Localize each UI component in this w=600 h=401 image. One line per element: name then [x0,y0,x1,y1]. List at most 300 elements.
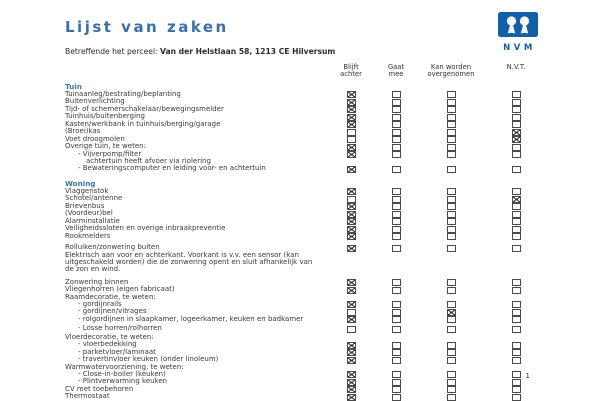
checkbox-blijft-achter[interactable] [347,129,356,136]
checkbox-cell [482,334,550,335]
checkbox-cell [372,210,420,218]
column-headers [65,64,550,79]
checkbox-cell [330,165,372,173]
row-label-text: Voet droogmolen [65,134,125,143]
checkbox-cell [330,294,372,295]
checkbox-cell [420,308,482,316]
checkbox-cell [372,98,420,106]
table-row [65,188,550,196]
checkbox-cell [330,308,372,316]
row-label-text: - Bewateringscomputer en leiding voor- en achtertuin [78,164,266,173]
table-row [65,233,550,241]
checkbox-nvt[interactable] [512,316,521,323]
checkbox-blijft-achter[interactable] [347,166,356,173]
checkbox-cell [482,279,550,287]
row-label-text: Schotel/antenne [65,194,123,203]
checkbox-cell [420,356,482,364]
checkbox-blijft-achter[interactable] [347,379,356,386]
checkbox-gaat-mee[interactable] [392,226,401,233]
checkbox-blijft-achter[interactable] [347,106,356,113]
checkbox-gaat-mee[interactable] [392,309,401,316]
checkbox-blijft-achter[interactable] [347,121,356,128]
checkbox-blijft-achter[interactable] [347,136,356,143]
checkbox-kan-worden-overgenomen[interactable] [447,342,456,349]
checkbox-gaat-mee[interactable] [392,196,401,203]
checkbox-kan-worden-overgenomen[interactable] [447,309,456,316]
checkbox-cell [330,113,372,121]
checkbox-cell [372,225,420,233]
checkbox-blijft-achter[interactable] [347,151,356,158]
checkbox-cell [420,371,482,379]
row-label-text: - Vijverpomp/filter [78,149,142,158]
checkbox-kan-worden-overgenomen[interactable] [447,326,456,333]
checkbox-blijft-achter[interactable] [347,279,356,286]
checkbox-nvt[interactable] [512,218,521,225]
checkbox-kan-worden-overgenomen[interactable] [447,287,456,294]
checkbox-cell [330,371,372,379]
checkbox-cell [372,143,420,151]
checkbox-gaat-mee[interactable] [392,91,401,98]
checkbox-kan-worden-overgenomen[interactable] [447,316,456,323]
checkbox-nvt[interactable] [512,188,521,195]
checkbox-kan-worden-overgenomen[interactable] [447,379,456,386]
checkbox-cell [372,286,420,294]
checkbox-gaat-mee[interactable] [392,316,401,323]
checkbox-gaat-mee[interactable] [392,349,401,356]
checkbox-kan-worden-overgenomen[interactable] [447,196,456,203]
checkbox-cell [330,341,372,349]
checkbox-blijft-achter[interactable] [347,144,356,151]
checkbox-cell [330,225,372,233]
row-label-text: Vliegenhorren (eigen fabricaat) [65,285,175,294]
checkbox-cell [482,244,550,252]
checkbox-kan-worden-overgenomen[interactable] [447,386,456,393]
checkbox-blijft-achter[interactable] [347,326,356,333]
table-row [65,225,550,233]
checkbox-cell [372,136,420,144]
checkbox-cell [330,325,372,333]
section-header: Woning [65,178,96,188]
checkbox-nvt[interactable] [512,233,521,240]
checkbox-kan-worden-overgenomen[interactable] [447,211,456,218]
checkbox-cell [482,378,550,386]
checkbox-cell [372,121,420,129]
checkbox-cell [482,195,550,203]
checkbox-cell [330,356,372,364]
checkbox-nvt[interactable] [512,379,521,386]
checkbox-blijft-achter[interactable] [347,203,356,210]
checkbox-nvt[interactable] [512,106,521,113]
checkbox-blijft-achter[interactable] [347,371,356,378]
checkbox-kan-worden-overgenomen[interactable] [447,144,456,151]
checkbox-kan-worden-overgenomen[interactable] [447,121,456,128]
row-label [65,325,330,332]
checkbox-nvt[interactable] [512,357,521,364]
checkbox-cell [420,210,482,218]
checkbox-cell [482,341,550,349]
checkbox-nvt[interactable] [512,151,521,158]
checkbox-cell [482,106,550,114]
checkbox-blijft-achter[interactable] [347,349,356,356]
checkbox-cell [420,233,482,241]
row-label-text: (Voordeur)bel [65,209,113,218]
checkbox-cell [372,386,420,394]
checkbox-cell [482,218,550,226]
checkbox-cell [372,364,420,365]
checkbox-nvt[interactable] [512,166,521,173]
row-label-text: (Broei)kas [65,127,101,136]
table-row [65,378,550,386]
checkbox-kan-worden-overgenomen[interactable] [447,279,456,286]
checkbox-blijft-achter[interactable] [347,188,356,195]
table-row [65,151,550,166]
checkbox-kan-worden-overgenomen[interactable] [447,166,456,173]
checkbox-cell [372,301,420,309]
row-label-text: Tijd- of schemerschakelaar/bewegingsmelder [65,104,224,113]
row-label-text: Vloerdecoratie, te weten: [65,332,154,341]
checkbox-cell [420,136,482,144]
checkbox-cell [372,371,420,379]
checkbox-cell [372,349,420,357]
checkbox-gaat-mee[interactable] [392,151,401,158]
row-label-text: Alarminstallatie [65,216,120,225]
checkbox-cell [372,128,420,136]
checkbox-blijft-achter[interactable] [347,233,356,240]
checkbox-cell [330,301,372,309]
checkbox-blijft-achter[interactable] [347,357,356,364]
checkbox-blijft-achter[interactable] [347,196,356,203]
checkbox-nvt[interactable] [512,121,521,128]
checkbox-cell [420,286,482,294]
checkbox-cell [420,294,482,295]
checkbox-nvt[interactable] [512,371,521,378]
row-label-text: Tuinhuis/buitenberging [65,112,145,121]
row-label-text: - vloerbedekking [78,340,137,349]
checkbox-cell [482,325,550,333]
row-label [65,151,330,166]
checkbox-cell [372,316,420,324]
checkbox-blijft-achter[interactable] [347,342,356,349]
checkbox-kan-worden-overgenomen[interactable] [447,226,456,233]
checkbox-cell [330,334,372,335]
checkbox-cell [372,195,420,203]
checkbox-cell [482,188,550,196]
checkbox-cell [330,143,372,151]
table-row [65,203,550,211]
column-header-kan-worden-overgenomen: Kan worden overgenomen [427,63,475,79]
checkbox-cell [482,286,550,294]
checkbox-nvt[interactable] [512,136,521,143]
checkbox-kan-worden-overgenomen[interactable] [447,349,456,356]
checkbox-cell [420,203,482,211]
table-row [65,128,550,136]
checkbox-gaat-mee[interactable] [392,342,401,349]
checkbox-cell [482,371,550,379]
checkbox-kan-worden-overgenomen[interactable] [447,218,456,225]
checkbox-nvt[interactable] [512,196,521,203]
checkbox-gaat-mee[interactable] [392,233,401,240]
property-label: Betreffende het perceel: [65,47,158,56]
checkbox-gaat-mee[interactable] [392,326,401,333]
row-label [65,244,321,273]
checkbox-cell [330,316,372,324]
table-row [65,386,550,394]
checkbox-cell [482,128,550,136]
items-table [65,83,550,401]
checkbox-cell [330,98,372,106]
checkbox-cell [420,386,482,394]
nvm-logo [498,12,538,53]
checkbox-gaat-mee[interactable] [392,99,401,106]
checkbox-cell [330,188,372,196]
checkbox-cell [420,301,482,309]
table-row [65,195,550,203]
checkbox-gaat-mee[interactable] [392,301,401,308]
checkbox-gaat-mee[interactable] [392,114,401,121]
checkbox-kan-worden-overgenomen[interactable] [447,91,456,98]
checkbox-cell [372,233,420,241]
row-label-text: Kasten/werkbank in tuinhuis/berging/garage [65,119,221,128]
checkbox-cell [420,341,482,349]
table-row [65,325,550,333]
checkbox-cell [482,356,550,364]
checkbox-blijft-achter[interactable] [347,386,356,393]
checkbox-gaat-mee[interactable] [392,211,401,218]
checkbox-cell [420,151,482,159]
checkbox-cell [330,378,372,386]
checkbox-blijft-achter[interactable] [347,211,356,218]
checkbox-gaat-mee[interactable] [392,218,401,225]
checkbox-gaat-mee[interactable] [392,357,401,364]
checkbox-nvt[interactable] [512,279,521,286]
row-label-text: Thermostaat [65,392,110,401]
row-label [65,316,330,323]
row-label-text: Rookmelders [65,231,111,240]
checkbox-blijft-achter[interactable] [347,301,356,308]
checkbox-gaat-mee[interactable] [392,287,401,294]
row-label-text: Tuinaanleg/bestrating/beplanting [65,89,181,98]
row-label-text: Buitenverlichting [65,97,125,106]
row-label-text: Rolluiken/zonwering buiten [65,243,160,252]
page-number: 1 [525,372,530,380]
checkbox-cell [330,203,372,211]
checkbox-nvt[interactable] [512,287,521,294]
row-label-text: CV met toebehoren [65,384,134,393]
checkbox-cell [372,218,420,226]
row-label-text: - parketvloer/laminaat [78,347,156,356]
checkbox-cell [420,218,482,226]
checkbox-gaat-mee[interactable] [392,379,401,386]
checkbox-cell [420,325,482,333]
checkbox-cell [482,151,550,159]
checkbox-cell [330,349,372,357]
checkbox-kan-worden-overgenomen[interactable] [447,357,456,364]
checkbox-nvt[interactable] [512,386,521,393]
checkbox-cell [482,364,550,365]
checkbox-cell [420,378,482,386]
row-label-text: - gordijnen/vitrages [78,307,147,316]
checkbox-kan-worden-overgenomen[interactable] [447,114,456,121]
checkbox-blijft-achter[interactable] [347,316,356,323]
checkbox-cell [420,128,482,136]
checkbox-nvt[interactable] [512,114,521,121]
checkbox-cell [372,341,420,349]
row-note: achtertuin heeft afvoer via riolering [86,157,211,166]
row-label-text: Vlaggenstok [65,186,109,195]
row-label-text: Veiligheidssloten en overige inbraakpreventie [65,224,226,233]
checkbox-kan-worden-overgenomen[interactable] [447,151,456,158]
nvm-logo-icon [498,12,538,38]
table-row [65,316,550,324]
checkbox-nvt[interactable] [512,301,521,308]
checkbox-cell [330,286,372,294]
row-label-text: - gordijnrails [78,299,122,308]
checkbox-cell [372,151,420,159]
checkbox-cell [420,143,482,151]
row-label-text: - Plintverwarming keuken [78,377,168,386]
checkbox-cell [372,188,420,196]
checkbox-gaat-mee[interactable] [392,121,401,128]
checkbox-nvt[interactable] [512,349,521,356]
row-label-text: Overige tuin, te weten: [65,142,146,151]
checkbox-cell [372,294,420,295]
checkbox-gaat-mee[interactable] [392,245,401,252]
row-label-text: Warmwatervoorziening, te weten: [65,362,184,371]
checkbox-nvt[interactable] [512,129,521,136]
checkbox-blijft-achter[interactable] [347,309,356,316]
checkbox-kan-worden-overgenomen[interactable] [447,188,456,195]
checkbox-cell [330,151,372,159]
row-label [65,233,321,240]
checkbox-cell [420,121,482,129]
checkbox-kan-worden-overgenomen[interactable] [447,245,456,252]
checkbox-nvt[interactable] [512,91,521,98]
checkbox-nvt[interactable] [512,326,521,333]
checkbox-cell [420,113,482,121]
checkbox-cell [482,301,550,309]
checkbox-cell [420,279,482,287]
checkbox-nvt[interactable] [512,245,521,252]
checkbox-gaat-mee[interactable] [392,106,401,113]
checkbox-cell [330,136,372,144]
checkbox-cell [420,364,482,365]
table-row [65,294,550,301]
checkbox-gaat-mee[interactable] [392,371,401,378]
checkbox-nvt[interactable] [512,342,521,349]
checkbox-gaat-mee[interactable] [392,386,401,393]
checkbox-cell [482,233,550,241]
checkbox-cell [372,91,420,99]
table-row [65,91,550,99]
row-label-text: - Close-in-boiler (keuken) [78,369,166,378]
checkbox-blijft-achter[interactable] [347,91,356,98]
checkbox-kan-worden-overgenomen[interactable] [447,136,456,143]
table-row [65,244,550,273]
section-header: Tuin [65,81,82,91]
checkbox-cell [482,225,550,233]
checkbox-cell [482,121,550,129]
checkbox-cell [330,210,372,218]
checkbox-kan-worden-overgenomen[interactable] [447,301,456,308]
checkbox-blijft-achter[interactable] [347,226,356,233]
checkbox-nvt[interactable] [512,309,521,316]
checkbox-cell [482,98,550,106]
checkbox-cell [482,165,550,173]
checkbox-gaat-mee[interactable] [392,188,401,195]
checkbox-blijft-achter[interactable] [347,99,356,106]
checkbox-cell [372,244,420,252]
property-address: Van der Helstlaan 58, 1213 CE Hilversum [160,47,336,56]
checkbox-cell [330,121,372,129]
checkbox-cell [482,203,550,211]
table-row [65,210,550,218]
row-label-text: - rolgordijnen in slaapkamer, logeerkamer, keuken en badkamer [78,314,304,323]
checkbox-cell [482,210,550,218]
checkbox-cell [482,308,550,316]
table-row [65,165,550,173]
row-label [65,121,321,128]
checkbox-cell [372,106,420,114]
row-label-text: - Losse horren/rolhorren [78,324,162,333]
checkbox-cell [420,349,482,357]
checkbox-cell [420,334,482,335]
checkbox-cell [420,188,482,196]
checkbox-cell [482,113,550,121]
checkbox-nvt[interactable] [512,203,521,210]
checkbox-cell [330,279,372,287]
checkbox-blijft-achter[interactable] [347,287,356,294]
checkbox-blijft-achter[interactable] [347,114,356,121]
checkbox-nvt[interactable] [512,99,521,106]
checkbox-cell [372,356,420,364]
checkbox-cell [330,386,372,394]
checkbox-kan-worden-overgenomen[interactable] [447,99,456,106]
checkbox-cell [372,113,420,121]
row-label-text: Brievenbus [65,201,105,210]
row-label-text: - travertinvloer keuken (onder linoleum) [78,355,219,364]
checkbox-kan-worden-overgenomen[interactable] [447,106,456,113]
checkbox-kan-worden-overgenomen[interactable] [447,233,456,240]
property-line [65,47,550,56]
checkbox-gaat-mee[interactable] [392,279,401,286]
checkbox-gaat-mee[interactable] [392,203,401,210]
row-label [65,165,330,172]
checkbox-kan-worden-overgenomen[interactable] [447,129,456,136]
checkbox-gaat-mee[interactable] [392,144,401,151]
checkbox-gaat-mee[interactable] [392,129,401,136]
checkbox-blijft-achter[interactable] [347,218,356,225]
column-header-gaat-mee: Gaat mee [387,63,405,79]
column-header-nvt: N.V.T. [506,63,526,71]
checkbox-gaat-mee[interactable] [392,136,401,143]
checkbox-gaat-mee[interactable] [392,166,401,173]
checkbox-cell [372,378,420,386]
checkbox-nvt[interactable] [512,211,521,218]
checkbox-cell [420,195,482,203]
checkbox-nvt[interactable] [512,226,521,233]
checkbox-kan-worden-overgenomen[interactable] [447,203,456,210]
checkbox-nvt[interactable] [512,144,521,151]
column-header-blijft-achter: Blijft achter [340,63,362,79]
checkbox-cell [330,128,372,136]
checkbox-blijft-achter[interactable] [347,245,356,252]
checkbox-kan-worden-overgenomen[interactable] [447,371,456,378]
checkbox-cell [372,203,420,211]
checkbox-cell [330,233,372,241]
checkbox-cell [420,225,482,233]
checkbox-cell [482,136,550,144]
checkbox-cell [482,143,550,151]
